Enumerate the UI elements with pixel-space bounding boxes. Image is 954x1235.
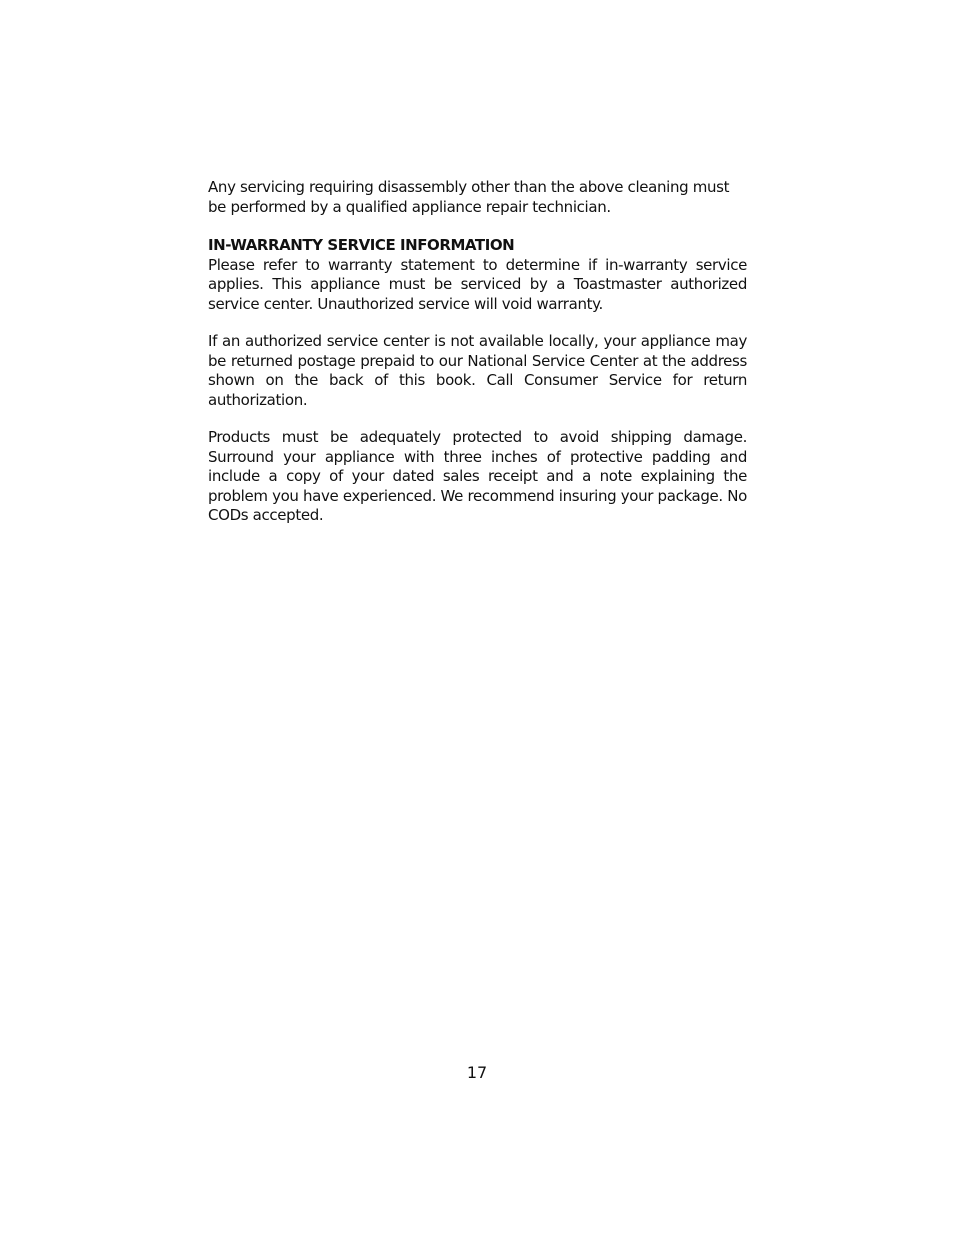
- page-number: 17: [466, 1063, 488, 1082]
- packaging-paragraph: Products must be adequately protected to avoid shipping damage. Surround your appliance with three inches of protective padding and include a copy of your dated sales receipt and a note explaining the problem you have experienced. We recommend insuring your package. No CODs accepted.: [208, 428, 747, 524]
- servicing-paragraph: Any servicing requiring disassembly other than the above cleaning must be performed by a qualified appliance repair technician.: [208, 178, 730, 216]
- body-text: [208, 178, 747, 526]
- return-postage-paragraph: If an authorized service center is not available locally, your appliance may be returned postage prepaid to our National Service Center at the address shown on the back of this book. Call Consumer Service for return authorization.: [208, 332, 747, 409]
- section-heading: IN-WARRANTY SERVICE INFORMATION: [208, 236, 515, 254]
- warranty-statement-paragraph: Please refer to warranty statement to determine if in-warranty service applies. This appliance must be serviced by a Toastmaster authorized service center. Unauthorized service will void warranty.: [208, 255, 747, 313]
